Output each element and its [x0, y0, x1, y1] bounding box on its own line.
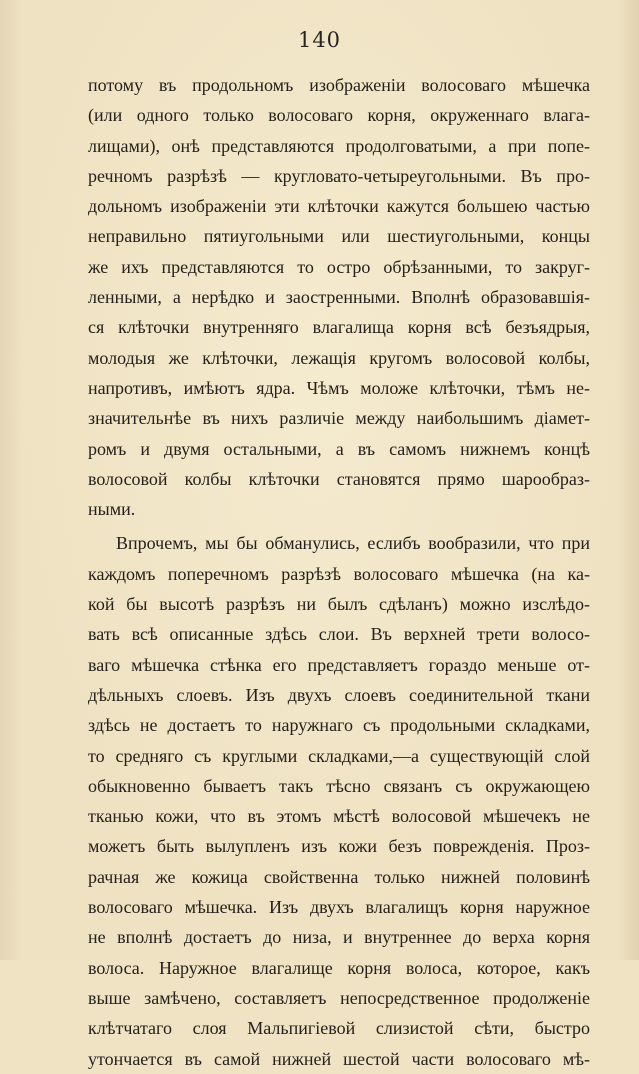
text-line: выше замѣчено, составляетъ непосредственное продолженіе	[88, 987, 590, 1008]
text-line: волосовой колбы клѣточки становятся прямо шарообраз-	[88, 468, 590, 489]
paragraph-1	[88, 70, 590, 524]
text-line: напротивъ, имѣютъ ядра. Чѣмъ моложе клѣточки, тѣмъ не-	[88, 377, 590, 398]
text-line: значительнѣе въ нихъ различіе между наибольшимъ діамет-	[88, 408, 590, 429]
text-line: потому въ продольномъ изображеніи волосоваго мѣшечка	[88, 75, 590, 95]
text-line: клѣтчатаго слоя Мальпигіевой слизистой сѣти, быстро	[88, 1018, 590, 1039]
text-line: волосоваго мѣшечка. Изъ двухъ влагалищъ корня наружное	[88, 897, 590, 918]
text-line: то средняго съ круглыми складками,—а существующій слой	[88, 745, 590, 766]
text-line: рачная же кожица свойственна только нижней половинѣ	[88, 866, 590, 887]
text-line: Впрочемъ, мы бы обманулись, еслибъ вообразили, что при	[116, 533, 590, 554]
text-line: обыкновенно бываетъ такъ тѣсно связанъ съ окружающею	[88, 775, 590, 796]
text-line: молодыя же клѣточки, лежащія кругомъ волосовой колбы,	[88, 347, 590, 368]
text-line: кой бы высотѣ разрѣзъ ни былъ сдѣланъ) можно изслѣдо-	[88, 594, 590, 615]
body-text	[88, 70, 590, 1074]
text-line: можетъ быть вылупленъ изъ кожи безъ поврежденія. Проз-	[88, 836, 590, 857]
text-line: ромъ и двумя остальными, а въ самомъ нижнемъ концѣ	[88, 438, 590, 459]
page-number: 140	[297, 28, 342, 52]
text-line: каждомъ поперечномъ разрѣзѣ волосоваго мѣшечка (на ка-	[88, 563, 590, 584]
text-line: ными.	[88, 499, 136, 520]
text-line: неправильно пятиугольными или шестиугольными, концы	[88, 226, 590, 247]
text-line: ленными, а нерѣдко и заостренными. Вполнѣ образовавшія-	[88, 287, 590, 308]
text-line: дѣльныхъ слоевъ. Изъ двухъ слоевъ соединительной ткани	[88, 684, 590, 705]
text-line: здѣсь не достаетъ то наружнаго съ продольными складками,	[88, 715, 590, 736]
text-line: утончается въ самой нижней шестой части волосоваго мѣ-	[88, 1048, 590, 1069]
text-line: же ихъ представляются то остро обрѣзанными, то закруг-	[88, 256, 590, 277]
text-line: волоса. Наружное влагалище корня волоса, которое, какъ	[88, 957, 590, 978]
text-line: лищами), онѣ представляются продолговатыми, а при попе-	[88, 135, 590, 156]
text-line: ся клѣточки внутренняго влагалища корня всѣ безъядрыя,	[88, 317, 590, 338]
text-line: не вполнѣ достаетъ до низа, и внутреннее до верха корня	[88, 927, 590, 948]
text-line: вать всѣ описанные здѣсь слои. Въ верхней трети волосо-	[88, 624, 590, 645]
text-line: тканью кожи, что въ этомъ мѣстѣ волосовой мѣшечекъ не	[88, 806, 590, 827]
paragraph-2	[88, 528, 590, 1073]
text-line: (или одного только волосоваго корня, окруженнаго влага-	[88, 105, 590, 126]
text-line: дольномъ изображеніи эти клѣточки кажутся большею частью	[88, 196, 590, 217]
text-line: речномъ разрѣзѣ — кругловато-четыреугольными. Въ про-	[88, 165, 590, 186]
text-line: ваго мѣшечка стѣнка его представляетъ гораздо меньше от-	[88, 654, 590, 675]
